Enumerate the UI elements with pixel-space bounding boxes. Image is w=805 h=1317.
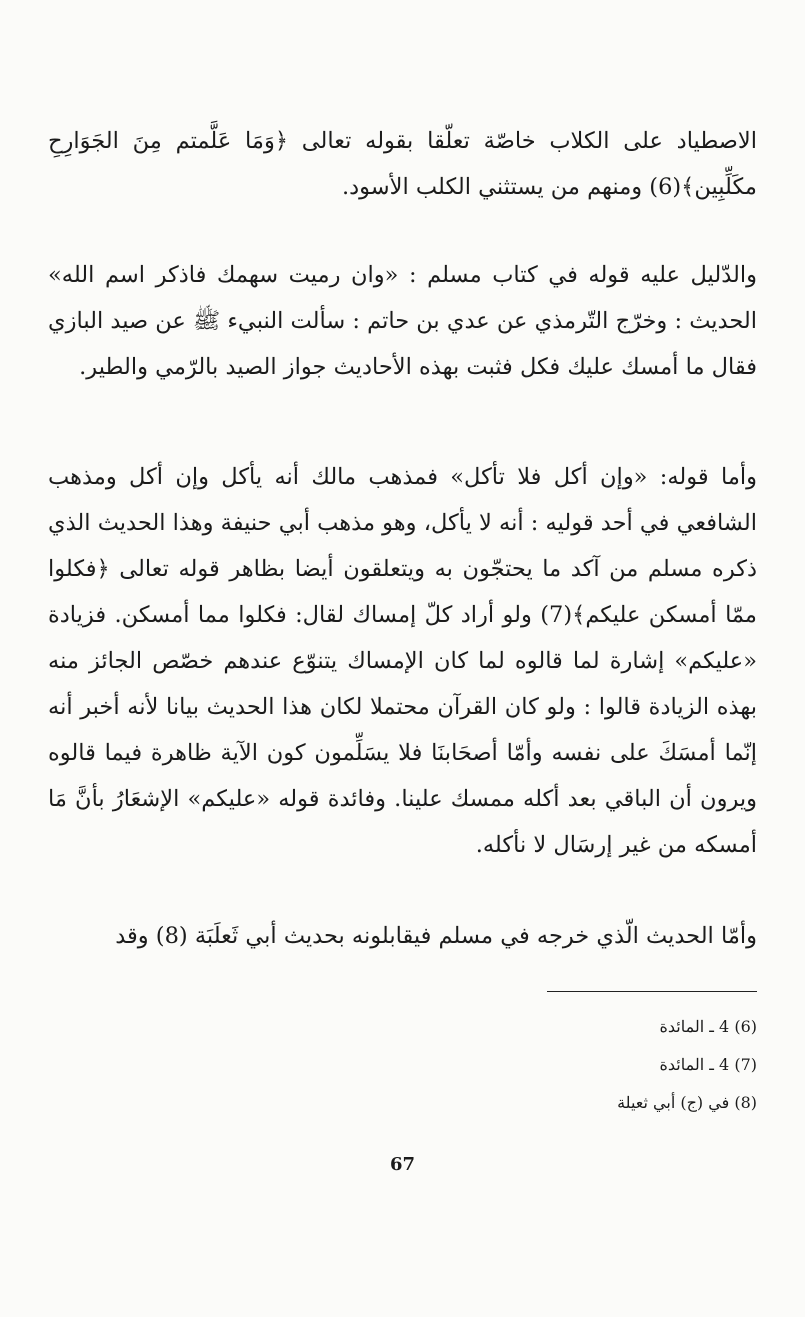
paragraph-4-text: وأمّا الحديث الّذي خرجه في مسلم فيقابلونه بحديث أبي ثَعلَبَة (8) وقد <box>115 923 757 949</box>
paragraph-2 <box>48 252 757 390</box>
page-number: 67 <box>389 1154 416 1175</box>
footnote-7: (7) 4 ـ المائدة <box>659 1055 757 1074</box>
paragraph-3-text: وأما قوله: «وإن أكل فلا تأكل» فمذهب مالك أنه يأكل وإن أكل ومذهب الشافعي في أحد قوليه : أنه لا يأكل، وهو مذهب أبي حنيفة وهذا الحديث الذي ذكره مسلم من آكد ما يحتجّون به ويتعلقون أيضا بظاهر قوله تعالى ﴿فكلوا ممّا أمسكن عليكم﴾(7) ولو أراد كلّ إمساك لقال: فكلوا مما أمسكن. فزيادة «عليكم» إشارة لما قالوه لما كان الإمساك يتنوّع عندهم خصّص الجائز منه بهذه الزيادة قالوا : ولو كان القرآن محتملا لكان هذا الحديث بيانا لأنه أخبر أنه إنّما أمسَكَ على نفسه وأمّا أصحَابنَا فلا يسَلِّمون كون الآية ظاهرة فيما قالوه ويرون أن الباقي بعد أكله ممسك علينا. وفائدة قوله «عليكم» الإشعَارُ بأنَّ مَا أمسكه من غير إرسَال لا نأكله. <box>48 464 757 858</box>
paragraph-3 <box>48 454 757 868</box>
paragraph-1-text: الاصطياد على الكلاب خاصّة تعلّقا بقوله تعالى ﴿وَمَا عَلَّمتم مِنَ الجَوَارِحِ مكَلِّبِين﴾(6) ومنهم من يستثني الكلب الأسود. <box>48 128 757 200</box>
footnote-divider <box>547 991 757 992</box>
footnote-8: (8) في (ج) أبي ثعيلة <box>617 1093 757 1112</box>
paragraph-4 <box>48 913 757 959</box>
paragraph-1 <box>48 118 757 210</box>
paragraph-2-text: والدّليل عليه قوله في كتاب مسلم : «وان رميت سهمك فاذكر اسم الله» الحديث : وخرّج التّرمذي عن عدي بن حاتم : سألت النبيء ﷺ عن صيد البازي فقال ما أمسك عليك فكل فثبت بهذه الأحاديث جواز الصيد بالرّمي والطير. <box>48 262 757 380</box>
footnote-6: (6) 4 ـ المائدة <box>659 1017 757 1036</box>
footnotes <box>617 1008 757 1122</box>
